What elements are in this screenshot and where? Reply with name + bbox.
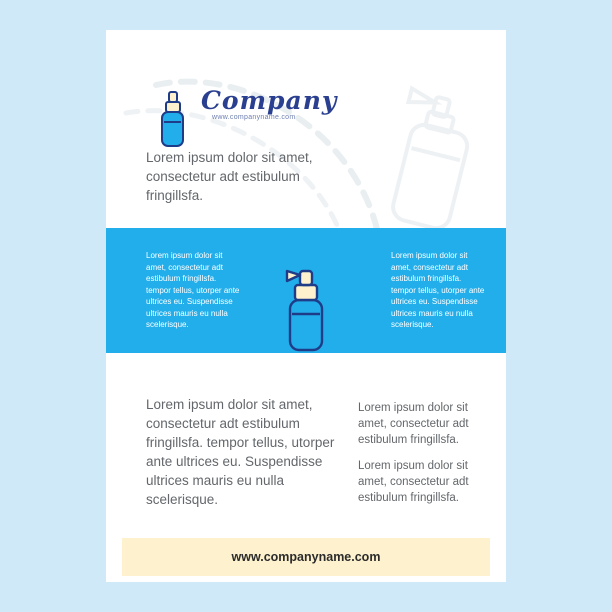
spray-bottle-watermark-icon bbox=[361, 78, 491, 243]
body-right-paragraph-1: Lorem ipsum dolor sit amet, consectetur adt estibulum fringillsfa. bbox=[358, 402, 469, 446]
spray-bottle-logo-icon bbox=[156, 88, 190, 150]
company-name: Company bbox=[201, 86, 338, 115]
band-left-paragraph: Lorem ipsum dolor sit amet, consectetur adt estibulum fringillsfa. tempor tellus, utorper ante ultrices eu. Suspendisse ultrices mauris eu nulla scelerisque. bbox=[146, 251, 240, 329]
spray-bottle-icon bbox=[284, 266, 330, 354]
footer-bar bbox=[122, 538, 490, 576]
header-section bbox=[106, 30, 506, 230]
body-right-paragraph-2: Lorem ipsum dolor sit amet, consectetur adt estibulum fringillsfa. bbox=[358, 460, 469, 504]
body-left-paragraph: Lorem ipsum dolor sit amet, consectetur adt estibulum fringillsfa. tempor tellus, utorper ante ultrices eu. Suspendisse ultrices mauris eu nulla scelerisque. bbox=[146, 397, 335, 507]
highlight-band bbox=[106, 228, 506, 353]
footer-url[interactable]: www.companyname.com bbox=[231, 550, 381, 564]
band-right-paragraph: Lorem ipsum dolor sit amet, consectetur adt estibulum fringillsfa. tempor tellus, utorper ante ultrices eu. Suspendisse ultrices mauris eu nulla scelerisque. bbox=[391, 251, 485, 329]
company-url: www.companyname.com bbox=[212, 114, 296, 121]
intro-paragraph: Lorem ipsum dolor sit amet, consectetur adt estibulum fringillsfa. bbox=[146, 150, 313, 203]
flyer-page bbox=[106, 30, 506, 582]
